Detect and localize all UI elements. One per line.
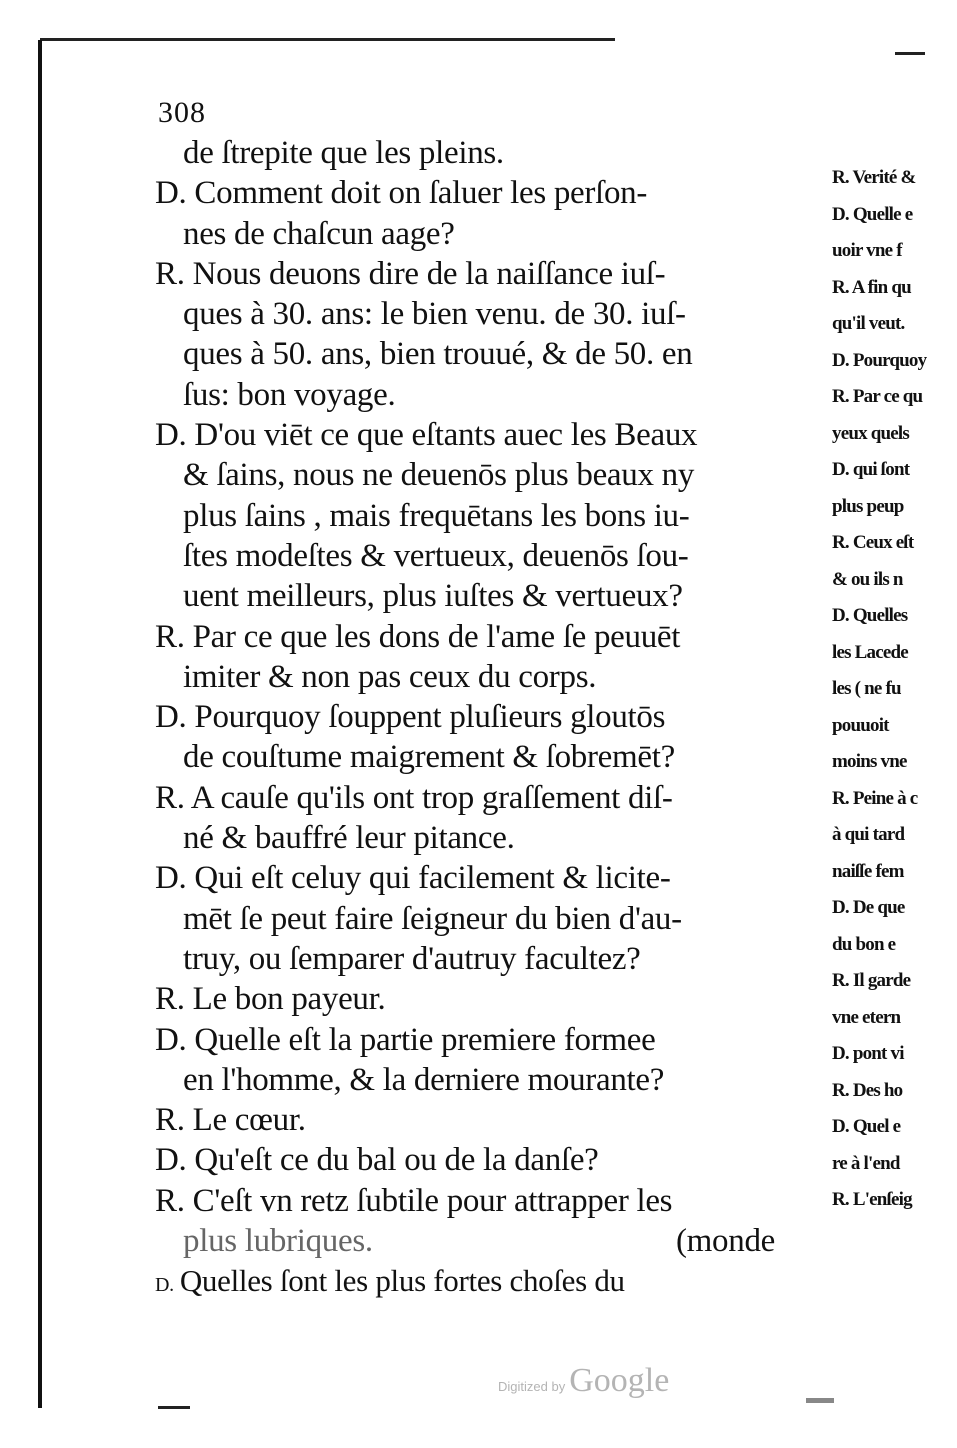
text-line: R. A cauſe qu'ils ont trop graſſement diſ- [155, 779, 673, 816]
footer-mark [806, 1398, 834, 1403]
margin-line: R. Peine à c [832, 787, 918, 809]
text-line: truy, ou ſemparer d'autruy facultez? [183, 940, 641, 977]
text-line: D. D'ou viēt ce que eſtants auec les Beaux [155, 417, 698, 454]
margin-line: les ( ne fu [832, 678, 901, 699]
margin-line: uoir vne f [832, 240, 902, 261]
text-line: plus ſains , mais frequētans les bons iu- [183, 497, 690, 534]
margin-line: D. Quelles [832, 605, 908, 626]
page-left-edge [38, 40, 42, 1408]
margin-line: & ou ils n [832, 568, 903, 590]
text-line: ques à 30. ans: le bien venu. de 30. iuſ- [183, 296, 686, 333]
text-line: R. Par ce que les dons de l'ame ſe peuuēt [155, 618, 681, 655]
text-line: nes de chaſcun aage? [183, 215, 455, 252]
margin-line: R. Il garde [832, 970, 911, 991]
margin-line: à qui tard [832, 824, 905, 845]
margin-line: re à l'end [832, 1152, 900, 1174]
speaker-marker: D. [155, 1274, 174, 1297]
margin-line: du bon e [832, 933, 896, 955]
text-line: uent meilleurs, plus iuſtes & vertueux? [183, 578, 683, 615]
margin-line: R. Des ho [832, 1079, 903, 1101]
text-line: ques à 50. ans, bien trouué, & de 50. en [183, 336, 693, 373]
text-line: D. Pourquoy ſouppent pluſieurs gloutōs [155, 699, 666, 736]
margin-line: D. Quel e [832, 1116, 901, 1137]
text-line-last [155, 1261, 785, 1301]
margin-line: D. pont vi [832, 1043, 904, 1064]
margin-line: qu'il veut. [832, 313, 905, 334]
text-line: de ſtrepite que les pleins. [183, 135, 504, 171]
text-line: R. C'eſt vn retz ſubtile pour attrapper les [155, 1182, 673, 1219]
text-line: de couſtume maigrement & ſobremēt? [183, 739, 675, 776]
margin-line: yeux quels [832, 422, 909, 444]
margin-line: R. A fin qu [832, 276, 911, 298]
footer-rule [158, 1406, 190, 1409]
digitized-by-watermark [498, 1362, 669, 1400]
text-line: R. Le bon payeur. [155, 981, 386, 1018]
text-line: imiter & non pas ceux du corps. [183, 658, 597, 695]
text-line: D. Qui eſt celuy qui facilement & licite- [155, 860, 671, 897]
text-line: R. Nous deuons dire de la naiſſance iuſ- [155, 255, 666, 292]
watermark-prefix: Digitized by [498, 1379, 566, 1394]
text-line: D. Qu'eſt ce du bal ou de la danſe? [155, 1142, 599, 1179]
text-line: R. Le cœur. [155, 1102, 306, 1139]
text-line: né & bauffré leur pitance. [183, 820, 515, 857]
margin-line: naiſſe fem [832, 860, 904, 882]
margin-line: R. L'enſeig [832, 1189, 912, 1210]
text-line-split [155, 1221, 785, 1261]
adjacent-page-margin [832, 160, 957, 1219]
text-line: ſus: bon voyage. [183, 376, 396, 413]
page-number: 308 [158, 96, 206, 129]
margin-line: D. Pourquoy [832, 349, 927, 371]
margin-line: D. De que [832, 897, 905, 918]
margin-line: D. Quelle e [832, 203, 913, 225]
split-line-left: plus lubriques. [183, 1223, 373, 1260]
margin-line: D. qui ſont [832, 459, 910, 480]
spine-mark [895, 52, 925, 55]
text-line: mēt ſe peut faire ſeigneur du bien d'au- [183, 900, 682, 937]
text-line: & ſains, nous ne deuenōs plus beaux ny [183, 457, 695, 494]
margin-line: moins vne [832, 751, 907, 772]
text-line: D. Comment doit on ſaluer les perſon- [155, 175, 648, 212]
margin-line: R. Par ce qu [832, 386, 923, 407]
margin-line: plus peup [832, 495, 904, 517]
split-line-right: (monde [675, 1223, 775, 1260]
margin-line: R. Verité & [832, 167, 916, 188]
text-line: en l'homme, & la derniere mourante? [183, 1061, 665, 1098]
main-text-block [155, 133, 785, 1302]
margin-line: vne etern [832, 1006, 901, 1028]
page-top-rule [40, 38, 615, 41]
text-line: D. Quelle eſt la partie premiere formee [155, 1021, 656, 1058]
last-line-text: Quelles ſont les plus fortes choſes du [179, 1263, 625, 1299]
margin-line: pouuoit [832, 714, 889, 736]
text-line: ſtes modeſtes & vertueux, deuenōs ſou- [183, 537, 689, 574]
margin-line: les Lacede [832, 641, 908, 663]
margin-line: R. Ceux eſt [832, 532, 914, 553]
google-logo: Google [569, 1362, 670, 1399]
